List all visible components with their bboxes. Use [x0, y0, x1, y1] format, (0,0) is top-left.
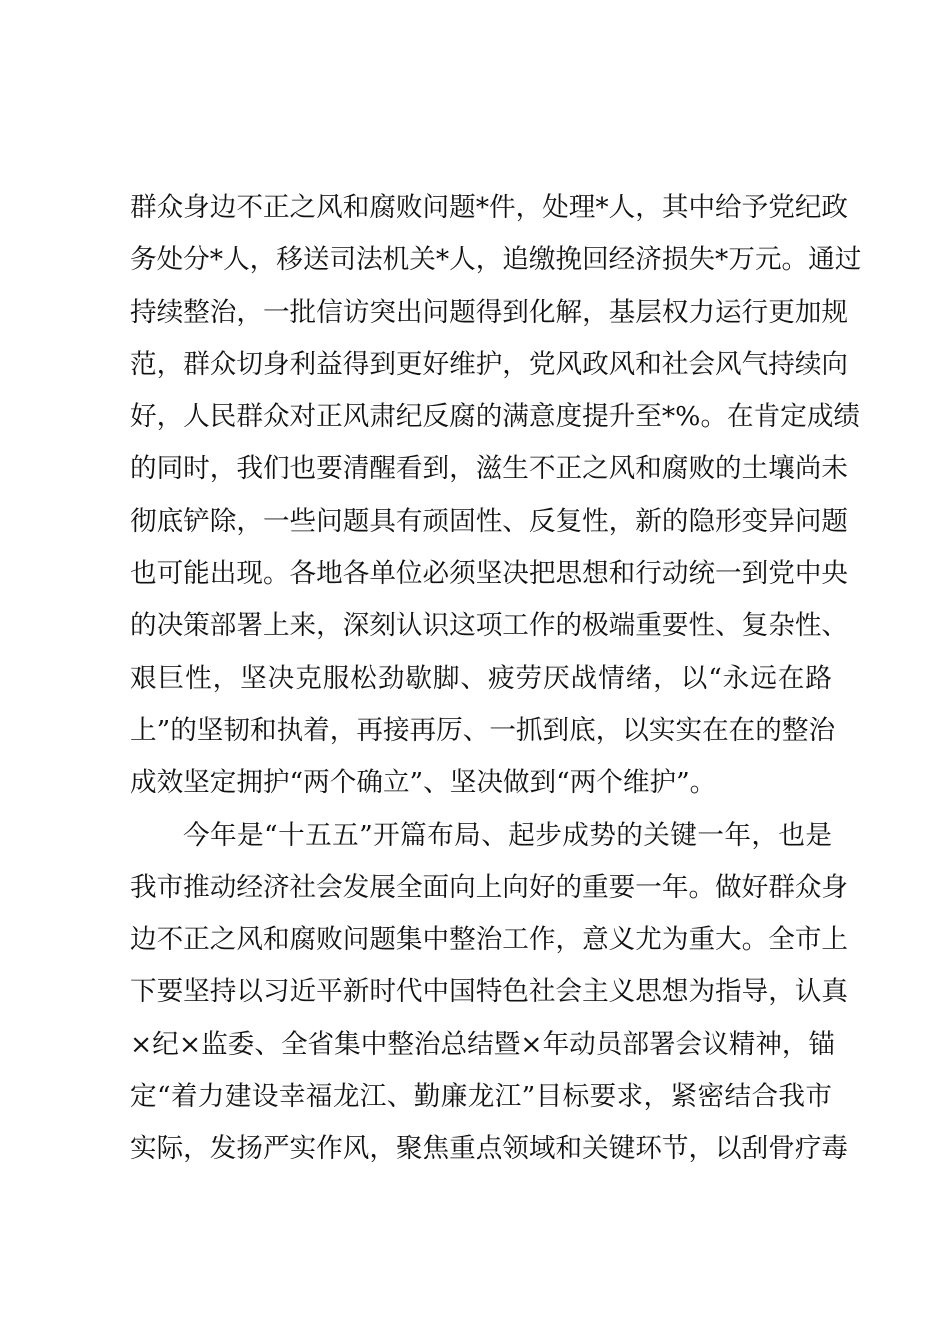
text-line: ×纪×监委、全省集中整治总结暨×年动员部署会议精神，锚 — [130, 1028, 836, 1060]
text-line: 的决策部署上来，深刻认识这项工作的极端重要性、复杂性、 — [130, 610, 849, 642]
text-line: 持续整治，一批信访突出问题得到化解，基层权力运行更加规 — [130, 296, 849, 328]
text-line: 范，群众切身利益得到更好维护，党风政风和社会风气持续向 — [130, 348, 849, 380]
text-line: 也可能出现。各地各单位必须坚决把思想和行动统一到党中央 — [130, 558, 849, 590]
text-line: 上”的坚韧和执着，再接再厉、一抓到底，以实实在在的整治 — [130, 714, 836, 746]
paragraph — [130, 810, 849, 1176]
text-line: 下要坚持以习近平新时代中国特色社会主义思想为指导，认真 — [130, 976, 849, 1008]
text-line: 边不正之风和腐败问题集中整治工作，意义尤为重大。全市上 — [130, 924, 849, 956]
text-line: 务处分*人，移送司法机关*人，追缴挽回经济损失*万元。通过 — [130, 244, 862, 276]
text-line: 彻底铲除，一些问题具有顽固性、反复性，新的隐形变异问题 — [130, 505, 849, 537]
text-line: 我市推动经济社会发展全面向上向好的重要一年。做好群众身 — [130, 871, 849, 903]
paragraph — [130, 182, 862, 810]
text-line: 艰巨性，坚决克服松劲歇脚、疲劳厌战情绪，以“永远在路 — [130, 662, 832, 694]
text-line: 今年是“十五五”开篇布局、起步成势的关键一年，也是 — [183, 819, 832, 851]
text-line: 定“着力建设幸福龙江、勤廉龙江”目标要求，紧密结合我市 — [130, 1081, 832, 1113]
text-line: 实际，发扬严实作风，聚焦重点领域和关键环节，以刮骨疗毒 — [130, 1133, 849, 1165]
text-line: 群众身边不正之风和腐败问题*件，处理*人，其中给予党纪政 — [130, 192, 849, 223]
text-line: 好，人民群众对正风肃纪反腐的满意度提升至*%。在肯定成绩 — [130, 401, 861, 433]
text-line: 的同时，我们也要清醒看到，滋生不正之风和腐败的土壤尚未 — [130, 453, 849, 485]
document-body — [130, 182, 862, 1176]
text-line: 成效坚定拥护“两个确立”、坚决做到“两个维护”。 — [130, 767, 717, 799]
